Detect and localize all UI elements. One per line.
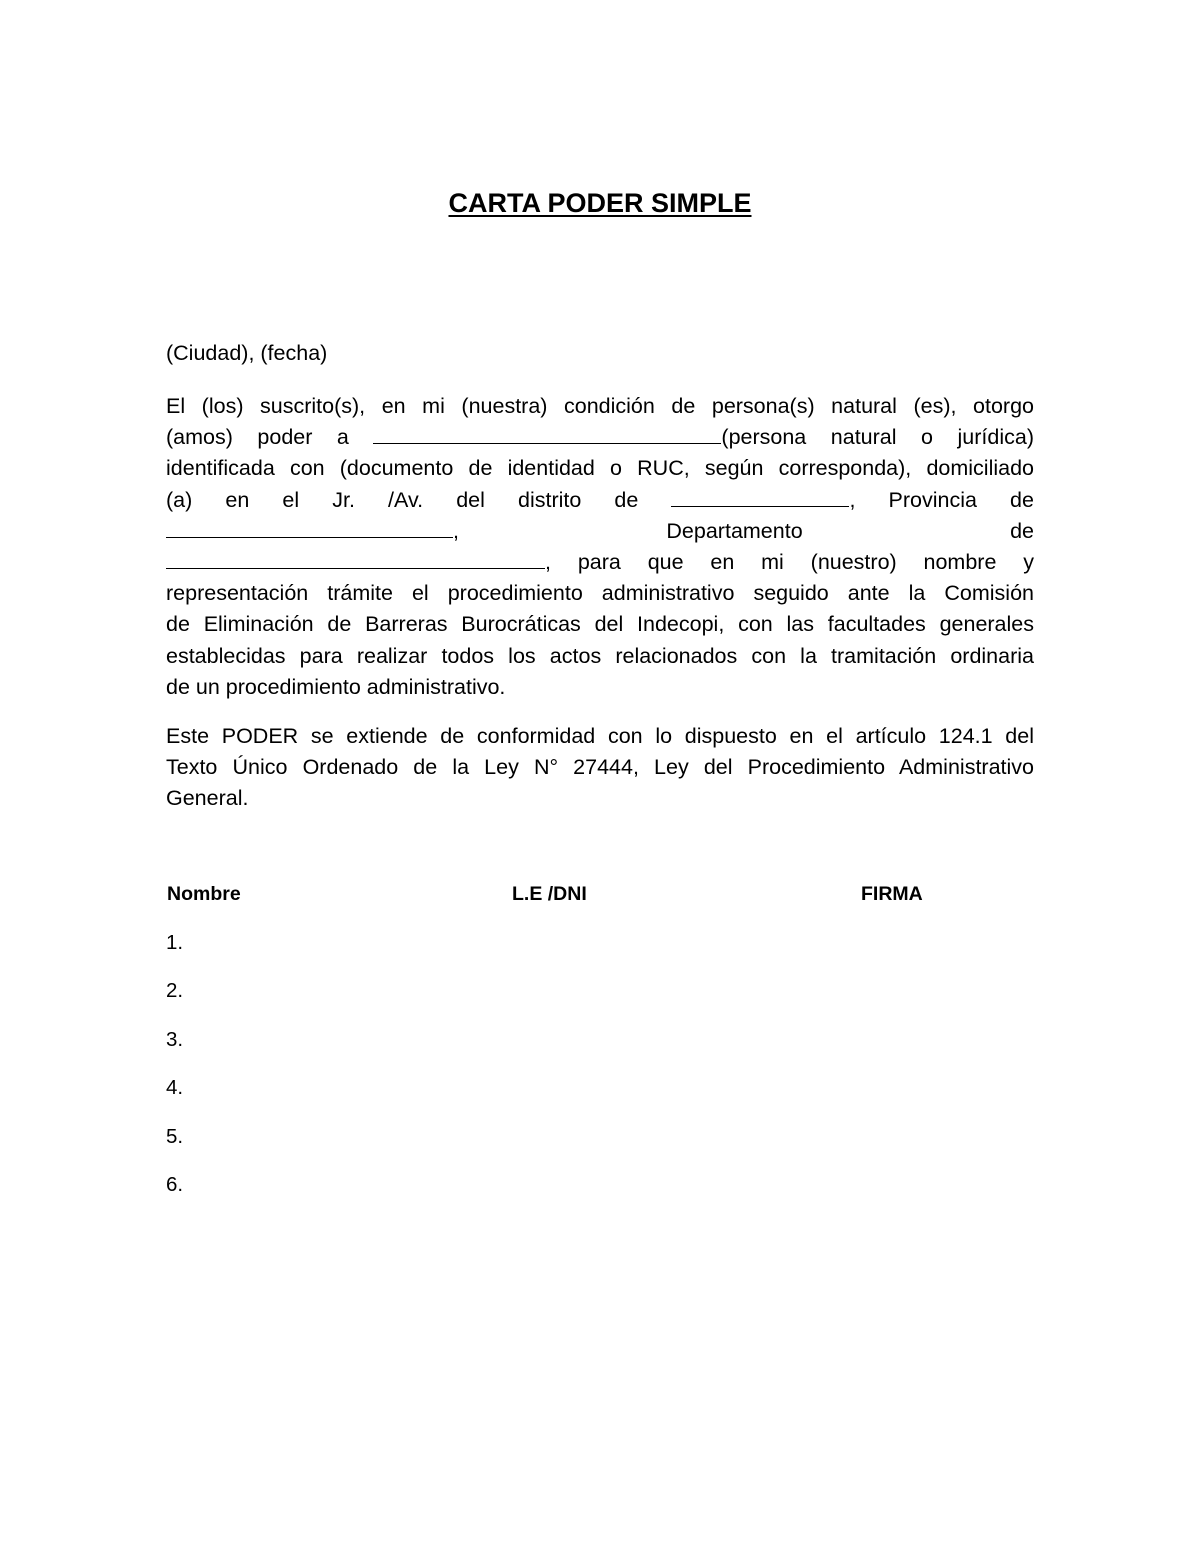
line-text: de: [1010, 518, 1034, 543]
paragraph-line: [166, 547, 1034, 578]
column-header-signature: FIRMA: [861, 883, 923, 905]
signature-row-number: 2.: [166, 979, 184, 1003]
paragraph-line: Este PODER se extiende de conformidad con lo dispuesto en el artículo 124.1 del: [166, 724, 1034, 748]
power-of-attorney-paragraph: [166, 391, 1034, 703]
line-text: (persona natural o jurídica): [721, 425, 1034, 450]
department-blank: [166, 548, 545, 569]
department-field: [166, 550, 551, 574]
line-text: (a) en el Jr. /Av. del distrito de: [166, 487, 639, 512]
legal-basis-paragraph: [166, 721, 1034, 815]
signature-row-number: 4.: [166, 1076, 184, 1100]
paragraph-line: establecidas para realizar todos los actos relacionados con la tramitación ordinaria: [166, 643, 1034, 668]
paragraph-line: General.: [166, 786, 249, 811]
line-text: ,: [545, 550, 551, 575]
signature-row-number: 5.: [166, 1124, 184, 1148]
province-blank: [166, 516, 453, 537]
signature-row-number: 3.: [166, 1027, 184, 1051]
column-header-dni: L.E /DNI: [512, 883, 587, 905]
district-field: [671, 488, 855, 512]
paragraph-line: [166, 516, 1034, 547]
paragraph-line: representación trámite el procedimiento administrativo seguido ante la Comisión: [166, 581, 1034, 606]
district-blank: [671, 485, 849, 506]
attorney-name-blank: [373, 423, 721, 444]
line-text: Departamento: [666, 518, 803, 543]
paragraph-line: de Eliminación de Barreras Burocráticas del Indecopi, con las facultades generales: [166, 612, 1034, 637]
paragraph-line: identificada con (documento de identidad o RUC, según corresponda), domiciliado: [166, 456, 1034, 481]
line-text: para que en mi (nuestro) nombre y: [577, 550, 1034, 575]
paragraph-line: El (los) suscrito(s), en mi (nuestra) condición de persona(s) natural (es), otorgo: [166, 394, 1034, 418]
paragraph-line: [166, 422, 1034, 453]
line-text: ,: [453, 518, 459, 543]
line-text: (amos) poder a: [166, 425, 349, 450]
line-text: Provincia de: [888, 487, 1034, 512]
place-date-line: (Ciudad), (fecha): [166, 341, 328, 365]
column-header-name: Nombre: [167, 883, 241, 905]
line-text: ,: [849, 487, 856, 512]
signature-row-number: 1.: [166, 931, 184, 954]
paragraph-line: Texto Único Ordenado de la Ley N° 27444, Ley del Procedimiento Administrativo: [166, 755, 1034, 780]
signature-rows: [166, 930, 183, 1220]
paragraph-line: de un procedimiento administrativo.: [166, 674, 506, 699]
paragraph-line: [166, 485, 1034, 516]
province-field: [166, 519, 459, 543]
document-title: CARTA PODER SIMPLE: [448, 188, 752, 218]
signature-row-number: 6.: [166, 1172, 184, 1196]
